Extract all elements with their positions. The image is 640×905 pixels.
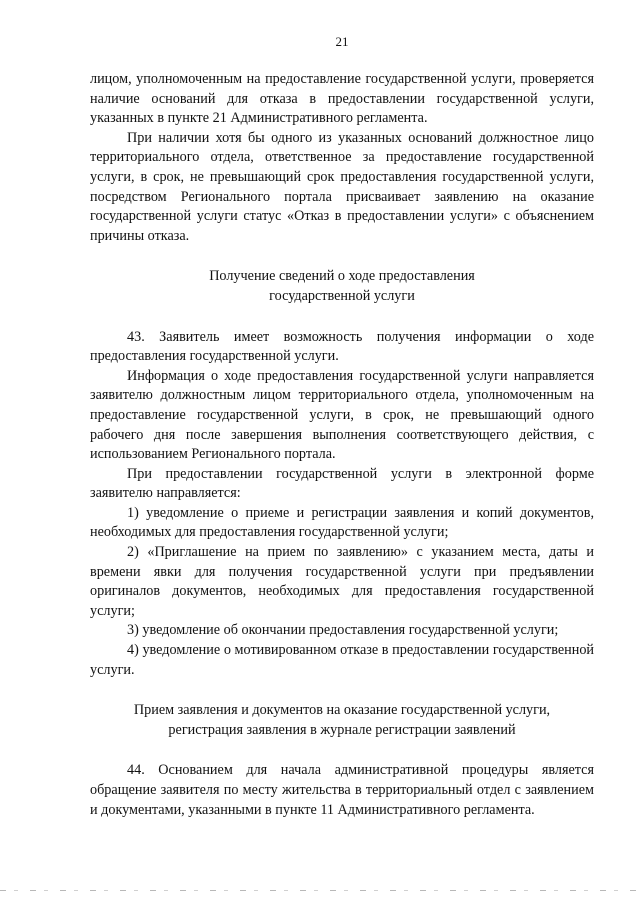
- paragraph-44: 44. Основанием для начала административной процедуры является обращение заявителя по месту жительства в территориальный отдел с заявлением и документами, указанными в пункте 11 Административного регламента.: [90, 762, 594, 818]
- list-item-3: 3) уведомление об окончании предоставления государственной услуги;: [127, 622, 559, 639]
- list-item-1: 1) уведомление о приеме и регистрации заявления и копий документов, необходимых для предоставления государственной услуги;: [90, 504, 594, 541]
- heading-line: Прием заявления и документов на оказание государственной услуги,: [133, 702, 551, 719]
- paragraph-43: 43. Заявитель имеет возможность получения информации о ходе предоставления государственной услуги.: [90, 328, 594, 365]
- heading-line: регистрация заявления в журнале регистрации заявлений: [168, 721, 516, 738]
- paragraph-1: лицом, уполномоченным на предоставление государственной услуги, проверяется наличие оснований для отказа в предоставлении государственной услуги, указанных в пункте 21 Административного регламента.: [90, 71, 594, 127]
- paragraph-2: При наличии хотя бы одного из указанных оснований должностное лицо территориального отдела, ответственное за предоставление государственной услуги, в срок, не превышающий срок предоставления государственной услуги, посредством Регионального портала присваивает заявлению на оказание государственной услуги статус «Отказ в предоставлении услуги» с объяснением причины отказа.: [90, 129, 594, 244]
- heading-line: Получение сведений о ходе предоставления: [209, 268, 475, 285]
- paragraph-electronic: При предоставлении государственной услуги в электронной форме заявителю направляется:: [90, 465, 594, 502]
- list-item-2: 2) «Приглашение на прием по заявлению» с указанием места, даты и времени явки для получения государственной услуги при предъявлении оригиналов документов, необходимых для предоставления государственной услуги;: [90, 544, 594, 619]
- page-number: 21: [335, 34, 349, 49]
- section-heading-reception: [90, 701, 594, 740]
- paragraph-info: Информация о ходе предоставления государственной услуги направляется заявителю должностным лицом территориального отдела, уполномоченным на предоставление государственной услуги, в срок, не превышающий одного рабочего дня после завершения выполнения соответствующего действия, с использованием Регионального портала.: [90, 367, 594, 463]
- list-item-4: 4) уведомление о мотивированном отказе в предоставлении государственной услуги.: [90, 642, 594, 678]
- heading-line: государственной услуги: [269, 287, 415, 304]
- section-heading-progress: [90, 267, 594, 306]
- scan-artifact-line: [0, 890, 640, 891]
